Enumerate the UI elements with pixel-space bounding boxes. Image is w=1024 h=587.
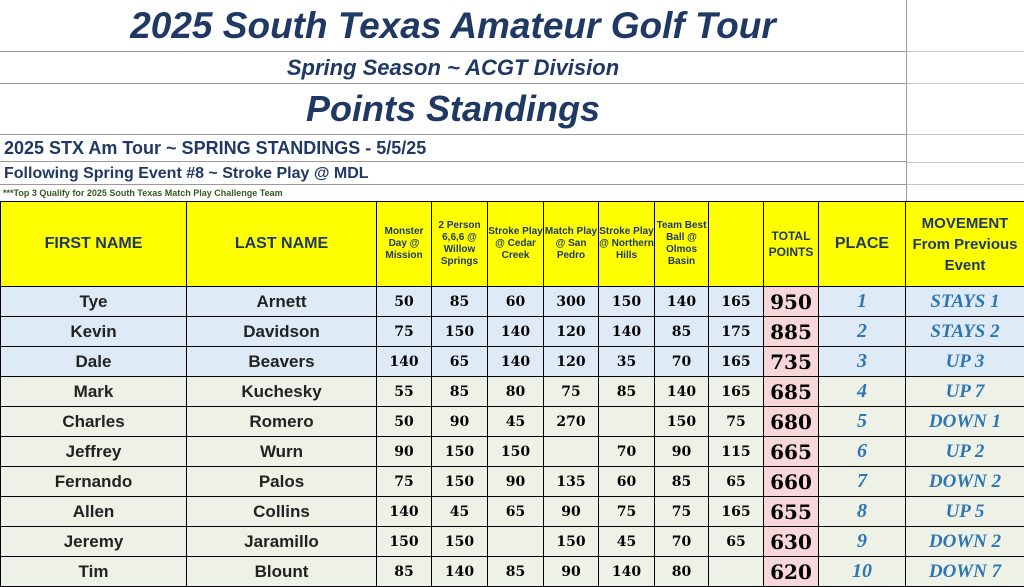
event-points: 85 bbox=[377, 557, 432, 587]
place: 1 bbox=[819, 287, 906, 317]
col-event-3: Stroke Play @ Cedar Creek bbox=[488, 202, 544, 287]
event-points: 85 bbox=[599, 377, 655, 407]
event-points: 140 bbox=[488, 347, 544, 377]
table-row bbox=[1, 347, 1024, 377]
update-line: 2025 STX Am Tour ~ SPRING STANDINGS - 5/5/25 bbox=[0, 135, 906, 162]
total-points: 680 bbox=[764, 407, 819, 437]
first-name: Jeremy bbox=[1, 527, 187, 557]
event-points: 140 bbox=[377, 497, 432, 527]
event-points: 165 bbox=[709, 497, 764, 527]
event-points: 80 bbox=[655, 557, 709, 587]
last-name: Arnett bbox=[187, 287, 377, 317]
event-points: 90 bbox=[432, 407, 488, 437]
event-points: 140 bbox=[599, 557, 655, 587]
total-points: 885 bbox=[764, 317, 819, 347]
col-last-name: LAST NAME bbox=[187, 202, 377, 287]
event-line: Following Spring Event #8 ~ Stroke Play @ MDL bbox=[0, 163, 906, 185]
event-points: 45 bbox=[599, 527, 655, 557]
event-points: 45 bbox=[488, 407, 544, 437]
col-event-2: 2 Person 6,6,6 @ Willow Springs bbox=[432, 202, 488, 287]
event-points: 60 bbox=[599, 467, 655, 497]
first-name: Allen bbox=[1, 497, 187, 527]
empty-grid-area bbox=[906, 0, 1024, 201]
event-points: 45 bbox=[432, 497, 488, 527]
event-points: 175 bbox=[709, 317, 764, 347]
col-place: PLACE bbox=[819, 202, 906, 287]
event-points: 65 bbox=[488, 497, 544, 527]
event-points: 150 bbox=[432, 437, 488, 467]
movement: STAYS 1 bbox=[906, 287, 1024, 317]
event-points: 70 bbox=[599, 437, 655, 467]
event-points: 75 bbox=[377, 317, 432, 347]
place: 6 bbox=[819, 437, 906, 467]
last-name: Blount bbox=[187, 557, 377, 587]
season-subtitle: Spring Season ~ ACGT Division bbox=[0, 52, 906, 84]
first-name: Fernando bbox=[1, 467, 187, 497]
first-name: Jeffrey bbox=[1, 437, 187, 467]
header-row bbox=[1, 202, 1024, 287]
event-points: 90 bbox=[377, 437, 432, 467]
place: 8 bbox=[819, 497, 906, 527]
movement: DOWN 2 bbox=[906, 467, 1024, 497]
event-points: 165 bbox=[709, 287, 764, 317]
event-points: 150 bbox=[544, 527, 599, 557]
table-row bbox=[1, 407, 1024, 437]
place: 4 bbox=[819, 377, 906, 407]
movement: UP 7 bbox=[906, 377, 1024, 407]
total-points: 630 bbox=[764, 527, 819, 557]
movement: DOWN 2 bbox=[906, 527, 1024, 557]
event-points: 150 bbox=[432, 467, 488, 497]
event-points: 35 bbox=[599, 347, 655, 377]
event-points: 120 bbox=[544, 317, 599, 347]
event-points: 75 bbox=[599, 497, 655, 527]
event-points: 135 bbox=[544, 467, 599, 497]
event-points: 55 bbox=[377, 377, 432, 407]
place: 5 bbox=[819, 407, 906, 437]
event-points: 60 bbox=[488, 287, 544, 317]
total-points: 665 bbox=[764, 437, 819, 467]
event-points: 150 bbox=[432, 317, 488, 347]
event-points: 140 bbox=[655, 377, 709, 407]
event-points: 140 bbox=[377, 347, 432, 377]
col-event-6: Team Best Ball @ Olmos Basin bbox=[655, 202, 709, 287]
last-name: Kuchesky bbox=[187, 377, 377, 407]
movement: DOWN 1 bbox=[906, 407, 1024, 437]
event-points: 140 bbox=[655, 287, 709, 317]
event-points: 70 bbox=[655, 527, 709, 557]
event-points: 85 bbox=[655, 467, 709, 497]
event-points: 270 bbox=[544, 407, 599, 437]
table-row bbox=[1, 317, 1024, 347]
event-points: 75 bbox=[709, 407, 764, 437]
movement: UP 2 bbox=[906, 437, 1024, 467]
place: 9 bbox=[819, 527, 906, 557]
total-points: 685 bbox=[764, 377, 819, 407]
event-points: 115 bbox=[709, 437, 764, 467]
event-points: 85 bbox=[432, 287, 488, 317]
event-points: 90 bbox=[544, 557, 599, 587]
first-name: Tye bbox=[1, 287, 187, 317]
movement: UP 3 bbox=[906, 347, 1024, 377]
event-points: 150 bbox=[488, 437, 544, 467]
total-points: 655 bbox=[764, 497, 819, 527]
last-name: Palos bbox=[187, 467, 377, 497]
place: 10 bbox=[819, 557, 906, 587]
col-first-name: FIRST NAME bbox=[1, 202, 187, 287]
event-points: 85 bbox=[655, 317, 709, 347]
last-name: Romero bbox=[187, 407, 377, 437]
event-points: 140 bbox=[488, 317, 544, 347]
col-event-5: Stroke Play @ Northern Hills bbox=[599, 202, 655, 287]
event-points: 150 bbox=[599, 287, 655, 317]
col-event-1: Monster Day @ Mission bbox=[377, 202, 432, 287]
place: 3 bbox=[819, 347, 906, 377]
event-points: 300 bbox=[544, 287, 599, 317]
first-name: Dale bbox=[1, 347, 187, 377]
movement: UP 5 bbox=[906, 497, 1024, 527]
page-title: 2025 South Texas Amateur Golf Tour bbox=[0, 0, 906, 52]
movement: STAYS 2 bbox=[906, 317, 1024, 347]
event-points: 65 bbox=[709, 467, 764, 497]
divider bbox=[906, 0, 907, 201]
event-points: 50 bbox=[377, 407, 432, 437]
col-total-points: TOTAL POINTS bbox=[764, 202, 819, 287]
last-name: Jaramillo bbox=[187, 527, 377, 557]
event-points: 75 bbox=[655, 497, 709, 527]
table-row bbox=[1, 287, 1024, 317]
last-name: Beavers bbox=[187, 347, 377, 377]
first-name: Kevin bbox=[1, 317, 187, 347]
table-row bbox=[1, 497, 1024, 527]
table-row bbox=[1, 467, 1024, 497]
event-points: 70 bbox=[655, 347, 709, 377]
col-event-7 bbox=[709, 202, 764, 287]
standings-table bbox=[0, 201, 1024, 587]
last-name: Davidson bbox=[187, 317, 377, 347]
total-points: 660 bbox=[764, 467, 819, 497]
event-points: 50 bbox=[377, 287, 432, 317]
event-points: 85 bbox=[488, 557, 544, 587]
total-points: 620 bbox=[764, 557, 819, 587]
event-points bbox=[599, 407, 655, 437]
event-points: 140 bbox=[599, 317, 655, 347]
event-points bbox=[544, 437, 599, 467]
first-name: Tim bbox=[1, 557, 187, 587]
place: 2 bbox=[819, 317, 906, 347]
first-name: Charles bbox=[1, 407, 187, 437]
col-movement: MOVEMENT From Previous Event bbox=[906, 202, 1024, 287]
event-points: 90 bbox=[544, 497, 599, 527]
event-points: 90 bbox=[655, 437, 709, 467]
total-points: 735 bbox=[764, 347, 819, 377]
event-points: 80 bbox=[488, 377, 544, 407]
total-points: 950 bbox=[764, 287, 819, 317]
last-name: Collins bbox=[187, 497, 377, 527]
event-points: 165 bbox=[709, 377, 764, 407]
event-points: 150 bbox=[377, 527, 432, 557]
last-name: Wurn bbox=[187, 437, 377, 467]
first-name: Mark bbox=[1, 377, 187, 407]
table-row bbox=[1, 437, 1024, 467]
event-points: 90 bbox=[488, 467, 544, 497]
standings-heading: Points Standings bbox=[0, 84, 906, 135]
movement: DOWN 7 bbox=[906, 557, 1024, 587]
event-points bbox=[709, 557, 764, 587]
place: 7 bbox=[819, 467, 906, 497]
event-points: 120 bbox=[544, 347, 599, 377]
event-points: 75 bbox=[377, 467, 432, 497]
table-row bbox=[1, 557, 1024, 587]
event-points bbox=[488, 527, 544, 557]
event-points: 165 bbox=[709, 347, 764, 377]
event-points: 65 bbox=[709, 527, 764, 557]
event-points: 140 bbox=[432, 557, 488, 587]
qualify-note: ***Top 3 Qualify for 2025 South Texas Match Play Challenge Team bbox=[3, 188, 283, 198]
table-row bbox=[1, 377, 1024, 407]
event-points: 65 bbox=[432, 347, 488, 377]
table-row bbox=[1, 527, 1024, 557]
col-event-4: Match Play @ San Pedro bbox=[544, 202, 599, 287]
event-points: 150 bbox=[432, 527, 488, 557]
event-points: 85 bbox=[432, 377, 488, 407]
event-points: 150 bbox=[655, 407, 709, 437]
event-points: 75 bbox=[544, 377, 599, 407]
